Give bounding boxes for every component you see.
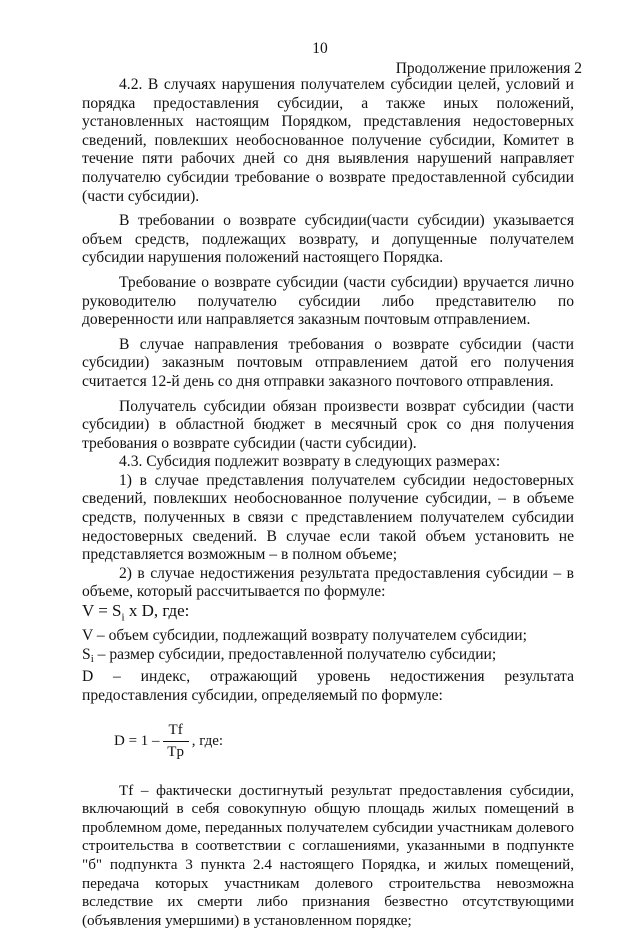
document-body — [82, 76, 574, 930]
fraction-denominator: Tp — [167, 743, 184, 760]
paragraph-requirement-delivery: Требование о возврате субсидии (части субсидии) вручается лично руководителю получателю субсидии либо представителю по доверенности или направляется заказным почтовым отправлением. — [82, 273, 574, 329]
appendix-continuation: Продолжение приложения 2 — [395, 60, 582, 77]
page-number: 10 — [312, 40, 328, 57]
definition-tf: Tf – фактически достигнутый результат предоставления субсидии, включающий в себя совокупную общую площадь жилых помещений в проблемном доме, переданных получателем субсидии участникам долевого строительства в соответствии с соглашениями, указанными в подпункте "б" подпункта 3 пункта 2.4 настоящего Порядка, и жилых помещений, передача которых участникам долевого строительства невозможна вследствие их смерти либо признания безвестно отсутствующими (объявления умершими) в установленном порядке; — [82, 781, 574, 929]
definition-v: V – объем субсидии, подлежащий возврату получателем субсидии; — [82, 627, 527, 645]
formula-v: $V = S_i$ x D, где: — [82, 601, 190, 624]
paragraph-postal-receipt: В случае направления требования о возврате субсидии (части субсидии) заказным почтовым отправлением датой его получения считается 12-й день со дня отправки заказного почтового отправления. — [82, 335, 574, 390]
paragraph-4-2: 4.2. В случаях нарушения получателем субсидии целей, условий и порядка предоставления субсидии, а также иных положений, установленных настоящим Порядком, представления недостоверных сведений, повлекших необоснованное получение субсидии, Комитет в течение пяти рабочих дней со дня выявления нарушений направляет получателю субсидии требование о возврате предоставленной субсидии (части субсидии). — [82, 76, 574, 205]
definition-d: D – индекс, отражающий уровень недостижения результата предоставления субсидии, определяемый по формуле: — [82, 668, 574, 704]
formula-d: D = 1 – $\frac{Tf}{Tp}$ , где: — [114, 722, 224, 760]
fraction-numerator: Tf — [163, 721, 189, 742]
paragraph-item-2: 2) в случае недостижения результата предоставления субсидии – в объеме, который рассчитывается по формуле: — [82, 564, 574, 601]
paragraph-requirement-content: В требовании о возврате субсидии(части субсидии) указывается объем средств, подлежащих возврату, и допущенные получателем субсидии нарушения положений настоящего Порядка. — [82, 212, 574, 267]
fraction — [163, 721, 189, 761]
paragraph-4-3: 4.3. Субсидия подлежит возврату в следующих размерах: — [119, 453, 501, 471]
paragraph-return-term: Получатель субсидии обязан произвести возврат субсидии (части субсидии) в областной бюджет в месячный срок со дня получения требования о возврате субсидии (части субсидии). — [82, 397, 574, 452]
paragraph-item-1: 1) в случае представления получателем субсидии недостоверных сведений, повлекших необоснованное получение субсидии, – в объеме средств, полученных в связи с представлением получателем субсидии недостоверных сведений. В случае если такой объем установить не представляется возможным – в полном объеме; — [82, 471, 574, 564]
definition-si: $S_i$ – размер субсидии, предоставленной получателю субсидии; — [82, 645, 497, 665]
